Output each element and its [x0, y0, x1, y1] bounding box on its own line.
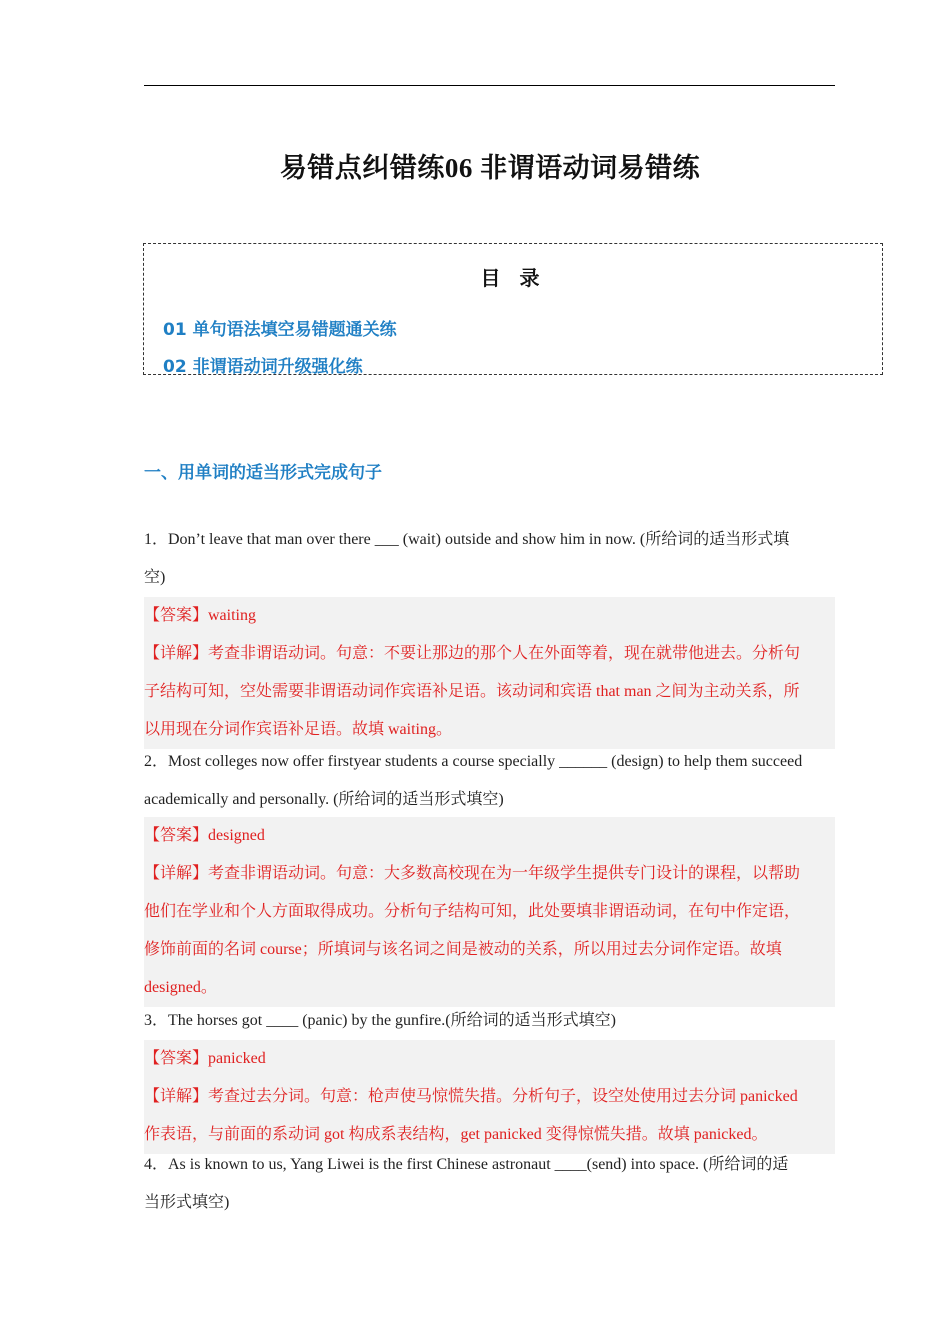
table-of-contents: [143, 243, 883, 375]
answer-2-label: 【答案】designed: [144, 827, 265, 844]
explanation-1-line-2: 子结构可知，空处需要非谓语动词作宾语补足语。该动词和宾语 that man 之间为主动关系，所: [144, 683, 800, 700]
toc-heading: 目 录: [480, 266, 546, 290]
answer-3: [144, 1040, 835, 1154]
answer-1-label: 【答案】waiting: [144, 607, 256, 624]
question-3-line-1: 3．The horses got ____ (panic) by the gunfire.(所给词的适当形式填空): [144, 1012, 616, 1029]
explanation-1-line-1: 【详解】考查非谓语动词。句意：不要让那边的那个人在外面等着，现在就带他进去。分析句: [144, 645, 801, 662]
question-1: [144, 521, 835, 597]
document-title: 易错点纠错练06 非谓语动词易错练: [279, 153, 701, 183]
explanation-2-line-1: 【详解】考查非谓语动词。句意：大多数高校现在为一年级学生提供专门设计的课程，以帮助: [144, 865, 801, 882]
explanation-2-line-3: 修饰前面的名词 course；所填词与该名词之间是被动的关系，所以用过去分词作定语。故填: [144, 941, 782, 958]
explanation-1-line-3: 以用现在分词作宾语补足语。故填 waiting。: [144, 721, 452, 738]
explanation-2-line-2: 他们在学业和个人方面取得成功。分析句子结构可知，此处要填非谓语动词，在句中作定语，: [144, 903, 801, 920]
explanation-3-line-1: 【详解】考查过去分词。句意：枪声使马惊慌失措。分析句子，设空处使用过去分词 panicked: [144, 1088, 798, 1105]
question-4-line-2: 当形式填空): [144, 1194, 230, 1211]
explanation-3-line-2: 作表语，与前面的系动词 got 构成系表结构，get panicked 变得惊慌失措。故填 panicked。: [144, 1126, 768, 1143]
header-rule: [144, 85, 835, 86]
question-1-line-2: 空): [144, 569, 166, 586]
answer-2: [144, 817, 835, 1007]
question-1-line-1: 1．Don’t leave that man over there ___ (wait) outside and show him in now. (所给词的适当形式填: [144, 531, 790, 548]
answer-3-label: 【答案】panicked: [144, 1050, 266, 1067]
question-4-line-1: 4．As is known to us, Yang Liwei is the first Chinese astronaut ____(send) into space. (所给词的适: [144, 1156, 789, 1173]
question-2-line-2: academically and personally. (所给词的适当形式填空): [144, 791, 504, 808]
section-heading: 一、用单词的适当形式完成句子: [144, 463, 382, 483]
toc-item-2[interactable]: 02 非谓语动词升级强化练: [163, 357, 363, 377]
answer-1: [144, 597, 835, 749]
toc-item-1[interactable]: 01 单句语法填空易错题通关练: [163, 320, 397, 340]
question-3: [144, 1002, 835, 1040]
explanation-2-line-4: designed。: [144, 979, 217, 996]
question-2-line-1: 2．Most colleges now offer firstyear students a course specially ______ (design) to help them succeed: [144, 753, 803, 770]
question-2: [144, 743, 835, 819]
question-4: [144, 1146, 835, 1222]
